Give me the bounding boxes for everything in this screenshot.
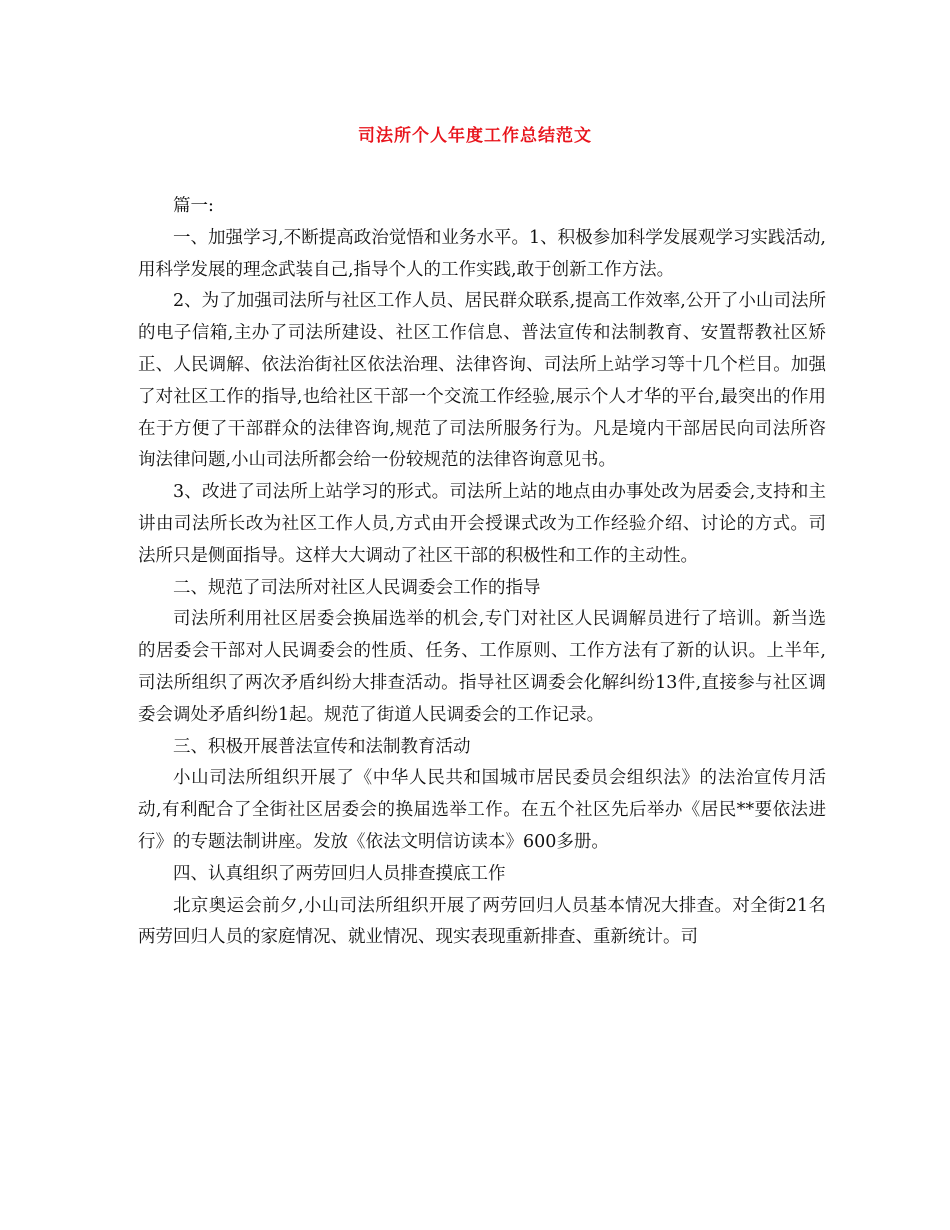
paragraph-study: 一、加强学习,不断提高政治觉悟和业务水平。1、积极参加科学发展观学习实践活动,用科学发展的理念武装自己,指导个人的工作实践,敢于创新工作方法。 bbox=[138, 227, 826, 280]
paragraph-section-label: 篇一: bbox=[173, 196, 214, 216]
paragraph-legal-education: 小山司法所组织开展了《中华人民共和国城市居民委员会组织法》的法治宣传月活动,有利配合了全街社区居委会的换届选举工作。在五个社区先后举办《居民**要依法进行》的专题法制讲座。发放《依法文明信访读本》600多册。 bbox=[138, 768, 826, 852]
heading-returnee-survey: 四、认真组织了两劳回归人员排查摸底工作 bbox=[173, 863, 506, 884]
document-body bbox=[138, 191, 826, 954]
paragraph-study-format: 3、改进了司法所上站学习的形式。司法所上站的地点由办事处改为居委会,支持和主讲由司法所长改为社区工作人员,方式由开会授课式改为工作经验介绍、讨论的方式。司法所只是侧面指导。这样大大调动了社区干部的积极性和工作的主动性。 bbox=[138, 482, 826, 566]
paragraph-mediation: 司法所利用社区居委会换届选举的机会,专门对社区人民调解员进行了培训。新当选的居委会干部对人民调委会的性质、任务、工作原则、工作方法有了新的认识。上半年,司法所组织了两次矛盾纠纷大排查活动。指导社区调委会化解纠纷13件,直接参与社区调委会调处矛盾纠纷1起。规范了街道人民调委会的工作记录。 bbox=[138, 609, 826, 725]
heading-legal-education: 三、积极开展普法宣传和法制教育活动 bbox=[173, 736, 471, 757]
paragraph-email-columns: 2、为了加强司法所与社区工作人员、居民群众联系,提高工作效率,公开了小山司法所的电子信箱,主办了司法所建设、社区工作信息、普法宣传和法制教育、安置帮教社区矫正、人民调解、依法治街社区依法治理、法律咨询、司法所上站学习等十几个栏目。加强了对社区工作的指导,也给社区干部一个交流工作经验,展示个人才华的平台,最突出的作用在于方便了干部群众的法律咨询,规范了司法所服务行为。凡是境内干部居民向司法所咨询法律问题,小山司法所都会给一份较规范的法律咨询意见书。 bbox=[138, 291, 826, 471]
paragraph-returnee-survey: 北京奥运会前夕,小山司法所组织开展了两劳回归人员基本情况大排查。对全街21名两劳回归人员的家庭情况、就业情况、现实表现重新排查、重新统计。司 bbox=[138, 895, 826, 948]
document-title: 司法所个人年度工作总结范文 bbox=[358, 126, 592, 146]
heading-mediation: 二、规范了司法所对社区人民调委会工作的指导 bbox=[173, 577, 541, 598]
